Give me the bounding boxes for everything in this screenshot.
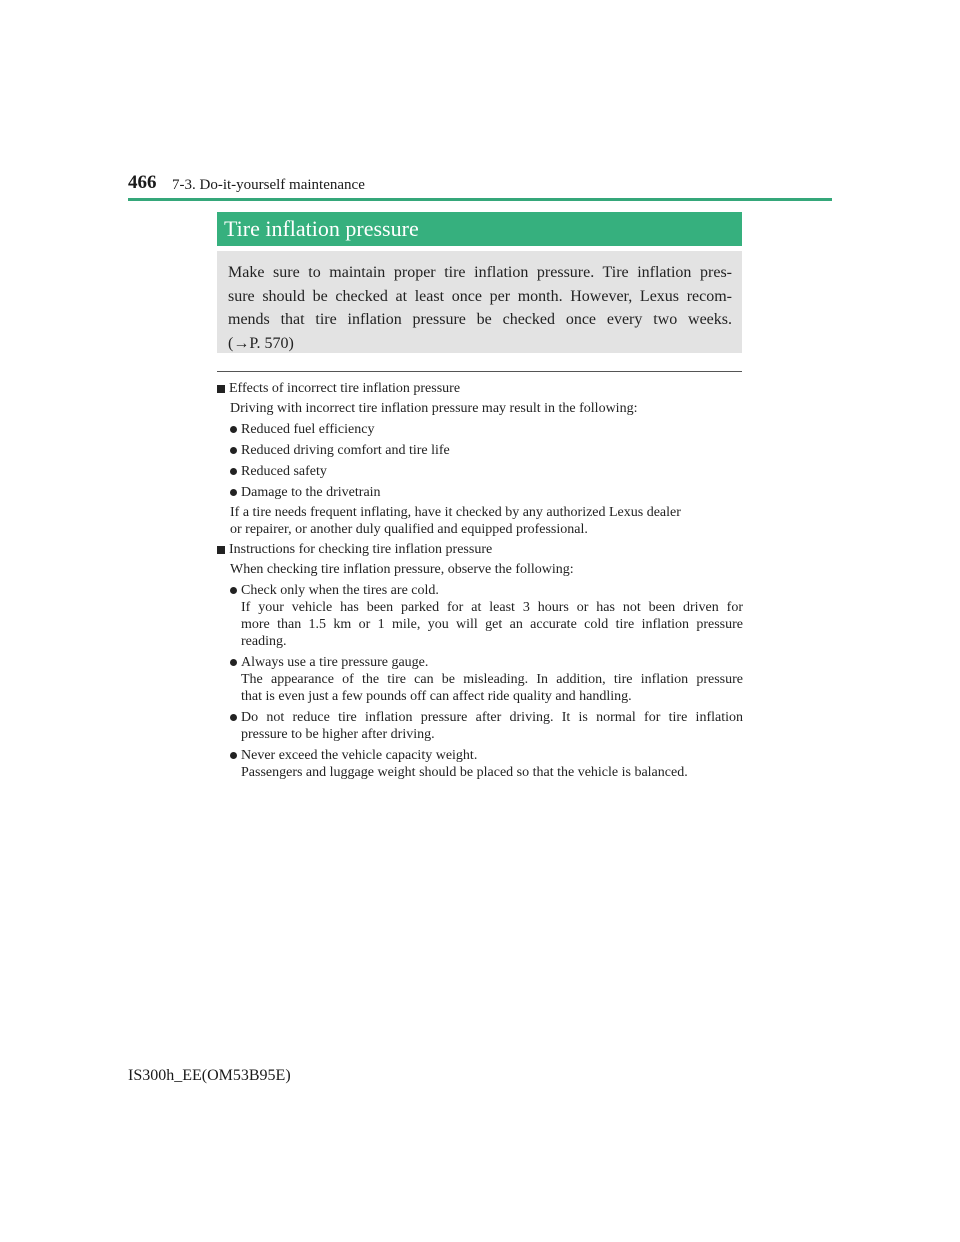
list-item [217, 709, 743, 743]
list-item-text: Always use a tire pressure gauge. [241, 655, 429, 670]
list-item [217, 654, 743, 705]
list-item-text: The appearance of the tire can be misleading. In addition, tire inflation pressure [241, 672, 743, 687]
list-item-text: Damage to the drivetrain [241, 485, 381, 500]
text-line: If a tire needs frequent inflating, have it checked by any authorized Lexus dealer [230, 505, 681, 520]
list-item-text: reading. [241, 634, 287, 649]
text-line: Driving with incorrect tire inflation pressure may result in the following: [230, 401, 638, 416]
content-rule [217, 371, 742, 372]
effects-note [217, 504, 743, 538]
round-bullet-icon [230, 468, 237, 475]
square-bullet-icon [217, 546, 225, 554]
list-item [217, 582, 743, 650]
list-item-text: Reduced driving comfort and tire life [241, 443, 450, 458]
list-item [217, 463, 743, 480]
list-item-text: Do not reduce tire inflation pressure after driving. It is normal for tire inflation [241, 710, 743, 725]
section-title: 7-3. Do-it-yourself maintenance [172, 177, 365, 193]
round-bullet-icon [230, 714, 237, 721]
subhead-title: Effects of incorrect tire inflation pressure [229, 381, 461, 396]
text-line: When checking tire inflation pressure, observe the following: [230, 562, 574, 577]
list-item [217, 484, 743, 501]
list-item-text: pressure to be higher after driving. [241, 727, 435, 742]
round-bullet-icon [230, 447, 237, 454]
subhead-instructions [217, 541, 743, 558]
round-bullet-icon [230, 489, 237, 496]
intro-line: Make sure to maintain proper tire inflation pressure. Tire inflation pres- [228, 264, 732, 281]
list-item-text: Check only when the tires are cold. [241, 583, 439, 598]
heading-bar [217, 212, 742, 246]
header-rule [128, 198, 832, 201]
list-item-text: that is even just a few pounds off can affect ride quality and handling. [241, 689, 632, 704]
list-item [217, 421, 743, 438]
list-item-text: Passengers and luggage weight should be placed so that the vehicle is balanced. [241, 765, 688, 780]
intro-box [217, 251, 742, 353]
round-bullet-icon [230, 587, 237, 594]
subhead-title: Instructions for checking tire inflation pressure [229, 542, 493, 557]
intro-line: mends that tire inflation pressure be checked once every two weeks. [228, 311, 732, 328]
square-bullet-icon [217, 385, 225, 393]
text-line: or repairer, or another duly qualified and equipped professional. [230, 522, 588, 537]
list-item-text: Reduced safety [241, 464, 327, 479]
list-item-text: Reduced fuel efficiency [241, 422, 375, 437]
page-reference-link[interactable]: (→P. 570) [228, 334, 294, 352]
page-number: 466 [128, 172, 157, 193]
list-item [217, 442, 743, 459]
effects-lead [217, 400, 743, 417]
list-item-text: Never exceed the vehicle capacity weight. [241, 748, 478, 763]
list-item-text: If your vehicle has been parked for at least 3 hours or has not been driven for [241, 600, 743, 615]
intro-line: sure should be checked at least once per month. However, Lexus recom- [228, 287, 732, 305]
footer-model-code: IS300h_EE(OM53B95E) [128, 1067, 291, 1084]
list-item [217, 747, 743, 781]
content [217, 380, 743, 781]
round-bullet-icon [230, 752, 237, 759]
list-item-text: more than 1.5 km or 1 mile, you will get an accurate cold tire inflation pressure [241, 617, 743, 632]
subhead-effects [217, 380, 743, 397]
instructions-lead [217, 561, 743, 578]
round-bullet-icon [230, 426, 237, 433]
round-bullet-icon [230, 659, 237, 666]
page-heading: Tire inflation pressure [224, 216, 419, 241]
